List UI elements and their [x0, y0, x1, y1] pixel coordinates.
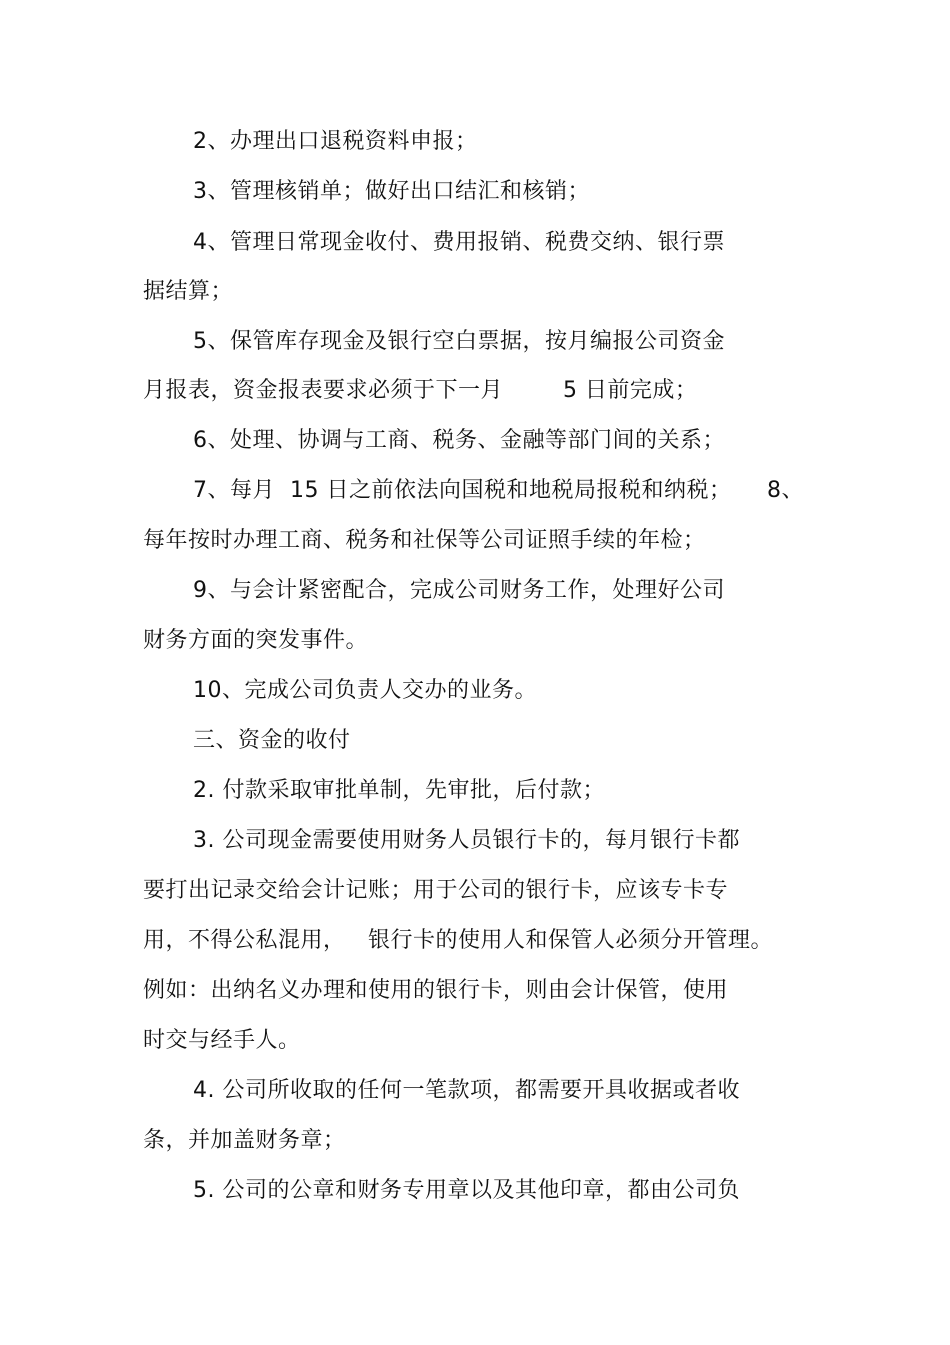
paragraph-line: 时交与经手人。	[143, 1028, 301, 1053]
paragraph-line: 用，不得公私混用， 银行卡的使用人和保管人必须分开管理。	[143, 928, 773, 953]
paragraph-line: 7、每月 15 日之前依法向国税和地税局报税和纳税；	[193, 478, 732, 503]
paragraph-line: 每年按时办理工商、税务和社保等公司证照手续的年检；	[143, 528, 706, 553]
paragraph-line: 5. 公司的公章和财务专用章以及其他印章，都由公司负	[193, 1178, 740, 1203]
paragraph-line: 2. 付款采取审批单制，先审批，后付款；	[193, 778, 605, 803]
paragraph-line: 4、管理日常现金收付、费用报销、税费交纳、银行票	[193, 230, 725, 255]
paragraph-line: 5、保管库存现金及银行空白票据，按月编报公司资金	[193, 329, 725, 354]
paragraph-line: 据结算；	[143, 279, 234, 304]
paragraph-line: 8、	[767, 478, 804, 503]
paragraph-line: 条，并加盖财务章；	[143, 1128, 346, 1153]
paragraph-line: 4. 公司所收取的任何一笔款项，都需要开具收据或者收	[193, 1078, 740, 1103]
paragraph-line: 3、管理核销单；做好出口结汇和核销；	[193, 179, 590, 204]
paragraph-line: 要打出记录交给会计记账；用于公司的银行卡，应该专卡专	[143, 878, 729, 903]
paragraph-line: 9、与会计紧密配合，完成公司财务工作，处理好公司	[193, 578, 725, 603]
paragraph-line: 6、处理、协调与工商、税务、金融等部门间的关系；	[193, 428, 725, 453]
paragraph-line: 2、办理出口退税资料申报；	[193, 129, 478, 154]
paragraph-line: 10、完成公司负责人交办的业务。	[193, 678, 537, 703]
section-heading: 三、资金的收付	[193, 728, 351, 753]
paragraph-line: 财务方面的突发事件。	[143, 628, 369, 653]
paragraph-line: 3. 公司现金需要使用财务人员银行卡的，每月银行卡都	[193, 828, 740, 853]
paragraph-line: 月报表，资金报表要求必须于下一月 5 日前完成；	[143, 378, 698, 403]
paragraph-line: 例如：出纳名义办理和使用的银行卡，则由会计保管，使用	[143, 978, 729, 1003]
